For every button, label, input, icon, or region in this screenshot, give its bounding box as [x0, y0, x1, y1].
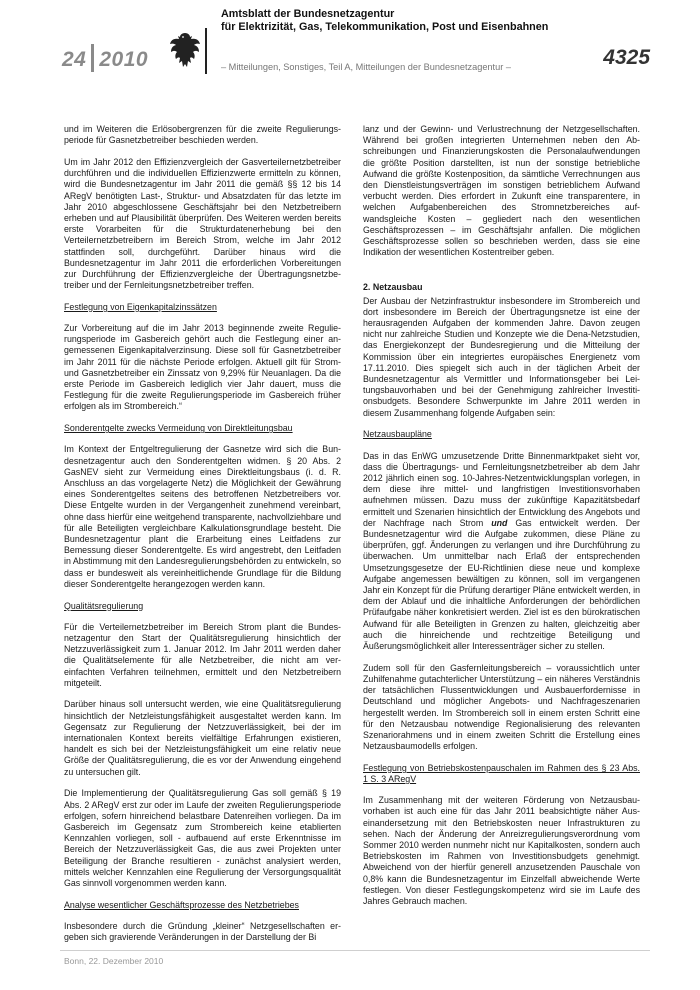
paragraph-text: Das in das EnWG umzusetzende Dritte Binnenmarktpaket sieht vor, dass die Übertragungs- und Fernleitungsnetzbetreiber ab dem Jahr 2012 jährlich einen sog. 10-Jahres-Netzentwicklungsplan vorlegen, in dem diese ihre mittel- und langfristigen Investitionsvorhaben aufnehmen müssen. Dazu muss der zukünftige Kapazitätsbedarf ermittelt und Szenarien hinsichtlich der Entwicklung des Angebots und der Nachfrage nach Strom — [363, 450, 640, 528]
paragraph: Um im Jahr 2012 den Effizienzvergleich der Gasverteilernetzbetreiber durchführen und die individuellen Effizienzwerte ermitteln zu können, wird die Bundesnetzagentur im Jahr 2011 die gemäß §§ 12 bis 14 ARegV benötigten Last-, Struktur- und Absatzdaten für das letzte im Jahr 2010 abgeschlossene Geschäftsjahr bei den Netzbetreibern erheben und auf Plausibilität überprüfen. Des Weiteren werden bereits erste Vorarbeiten für die Strukturdatenerhebung bei den Verteilernetzbetreibern im Bereich Strom, welche im Jahr 2012 stattfinden soll, durchgeführt. Darüber hinaus wird die Bundesnetzagentur im Jahr 2011 die erforderlichen Vorbereitungen zur Durchführung der Effizienzvergleiche der Übertragungsnetzbetreiber und der Fernleitungsnetzbetreiber treffen. — [64, 156, 341, 291]
paragraph: Für die Verteilernetzbetreiber im Bereich Strom plant die Bundesnetzagentur den Start der Qualitätsregulierung hinsichtlich der Netzzuverlässigkeit zum 1. Januar 2012. Im Jahr 2011 werden daher die Qualitätselemente für alle Netzbetreiber, die nicht am vereinfachten Verfahren teilnehmen, ermittelt und den Netzbetreibern mitgeteilt. — [64, 621, 341, 688]
footer-date: Bonn, 22. Dezember 2010 — [64, 956, 164, 966]
paragraph: Im Zusammenhang mit der weiteren Förderung von Netzausbauvorhaben ist auch eine für das Jahr 2011 beabsichtigte näher Auseinandersetzung mit den Betriebskosten neuer Infrastrukturen zu sehen. Nach der Änderung der Anreizregulierungsverordnung vom Sommer 2010 werden nunmehr nicht nur Kapitalkosten, sondern auch Betriebskosten im Rahmen von Investitionsbudgets genehmigt. Abweichend von der hierfür generell anzusetzenden Pauschale von 0,8% kann die Bundesnetzagentur im Einzelfall abweichende Werte festlegen. Von dieser Festlegungskompetenz wird sie im Laufe des Jahres Gebrauch machen. — [363, 795, 640, 907]
paragraph: Darüber hinaus soll untersucht werden, wie eine Qualitätsregulierung hinsichtlich der Netzleistungsfähigkeit ausgestaltet werden kann. Im Gegensatz zur Regulierung der Netzzuverlässigkeit, bei der im internationalen Kontext bereits vielfältige Erfahrungen existieren, handelt es sich bei der Netzleistungsfähigkeit um eine relativ neue Größe der Qualitätsregulierung, die es vor der Anwendung eingehend zu untersuchen gilt. — [64, 699, 341, 777]
section-heading: Analyse wesentlicher Geschäftsprozesse des Netzbetriebes — [64, 899, 299, 910]
federal-eagle-icon — [168, 30, 202, 70]
paragraph: Im Kontext der Entgeltregulierung der Gasnetze wird sich die Bundesnetzagentur auch den Sonderentgelten widmen. § 20 Abs. 2 GasNEV sieht zur Vermeidung eines Direktleitungsbaus (i. d. R. Anschluss an das vorgelagerte Netz) die Möglichkeit der Gewährung eines Sonderentgeltes seitens des betroffenen Netzbetreibers vor. Diese Entgelte wurden in der Vergangenheit zunehmend vereinbart, ohne dass hierfür eine weitgehend transparente, nachvollziehbare und für alle Beteiligten vergleichbare Kalkulationsgrundlage besteht. Die Bundesnetzagentur plant die Erarbeitung eines Leitfadens zur Bemessung dieser Sonderentgelte. Es wird angestrebt, den Leitfaden in Abstimmung mit den Landesregulierungsbehörden zu entwickeln, so dass er bundesweit als vereinheitlichende Grundlage für die Bildung dieser Sonderentgelte herangezogen werden kann. — [64, 444, 341, 589]
issue-label — [62, 44, 148, 72]
journal-title-line2: für Elektrizität, Gas, Telekommunikation, Post und Eisenbahnen — [221, 21, 549, 33]
paragraph: lanz und der Gewinn- und Verlustrechnung der Netzgesellschaften. Während bei großen integrierten Unternehmen neben den Abschreibungen und Finanzierungskosten die Personalaufwendungen die größte Position darstellten, ist nun der sonstige betriebliche Aufwand die größte Kostenposition, da sämtliche Verrechnungen aus den Dienstleistungsverträgen im sonstigen betrieblichem Aufwand verbucht werden. Dies erfordert in Zukunft eine transparentere, in welchen Aufgabenbereichen des Stromnetzbereiches aufwandsgleiche Kosten – gegliedert nach den wesentlichen Geschäftsprozessen – im Geschäftsjahr anfallen. Die möglichen Geschäftsprozesse sollen so beschrieben werden, dass sie eine Indikation der wesentlichen Kostentreiber geben. — [363, 124, 640, 258]
section-heading: Qualitätsregulierung — [64, 600, 144, 611]
paragraph: Insbesondere durch die Gründung „kleiner“ Netzgesellschaften ergeben sich gravierende Veränderungen in der Darstellung der Bi — [64, 920, 341, 943]
section-heading: Netzausbaupläne — [363, 429, 432, 440]
issue-divider — [91, 44, 94, 72]
paragraph: Zudem soll für den Gasfernleitungsbereich – voraussichtlich unter Zuhilfenahme gutachterlicher Unterstützung – ein näheres Verständnis der tatsächlichen Flussentwicklungen und Ausbauerfordernisse in Deutschland und möglicher Angebots- und Nachfrageszenarien hergestellt werden. Im Strombereich soll in einem ersten Schritt eine für den Netzausbau notwendige Regionalisierung des relevanten Szenariorahmens und in einem zweiten Schritt die Erstellung eines Netzausbaumodells erfolgen. — [363, 662, 640, 752]
paragraph: Der Ausbau der Netzinfrastruktur insbesondere im Strombereich und dort insbesondere im Bereich der Übertragungsnetze ist eine der herausragenden Aufgaben der kommenden Jahre. Davon zeugen nicht nur zahlreiche Studien und Konzepte wie die Dena-Netzstudien, das Energiekonzept der Bundesregierung und die Mitteilung der Kommission über ein integriertes europäisches Energienetz vom 17.11.2010. Dies spiegelt sich auch in der täglichen Arbeit der Bundesnetzagentur als Vermittler und Informationsgeber bei Leitungsbauvorhaben und bei der Genehmigung zahlreicher Investitionsbudgets. Besondere Schwerpunkte im Jahre 2011 werden in diesem Zusammenhang folgende Aufgaben sein: — [363, 295, 640, 418]
emphasized-word: und — [491, 517, 508, 528]
paragraph: und im Weiteren die Erlösobergrenzen für die zweite Regulierungsperiode für Gasnetzbetreiber beschieden werden. — [64, 124, 341, 146]
paragraph: Zur Vorbereitung auf die im Jahr 2013 beginnende zweite Regulierungsperiode im Gasbereich gehört auch die Festlegung einer angemessenen Eigenkapitalverzinsung. Diese soll für Gasnetzbetreiber im Jahr 2011 für die nächste Periode erfolgen. Aktuell gilt für Strom- und Gasnetzbetreiber ein Zinssatz von 9,29% für Neuanlagen. Da die erste Periode im Gasbereich lediglich vier Jahr dauert, muss die Festlegung für die zweite Regulierungsperiode im Gasbereich früher erfolgen als im Strombereich.“ — [64, 323, 341, 412]
header-divider — [205, 28, 207, 74]
left-column — [64, 124, 341, 954]
paragraph-text: Gas entwickelt werden. Der Bundesnetzagentur wird die Aufgabe zukommen, diese Pläne zu überprüfen, ggf. Änderungen zu verlangen und ihre Durchführung zu überwachen. Um unmittelbar nach Erlaß der entsprechenden Umsetzungsgesetze der EU-Richtlinien diese neue und komplexe Aufgabe angemessen bewältigen zu können, soll im vergangenen Jahr ein Konzept für die Prüfung derartiger Pläne entwickelt werden, in dem der Ablauf und die inhaltliche Anforderungen der behördlichen Prüfaufgabe näher konkretisiert werden. Ziel ist es den bürokratischen Aufwand für alle Beteiligten in Grenzen zu halten, gleichzeitig aber auch die hinreichende und rechtzeitige Beteiligung und Äußerungsmöglichkeit aller Interessenträger sicher zu stellen. — [363, 517, 640, 652]
right-column — [363, 124, 640, 918]
page-number: 4325 — [603, 46, 650, 69]
journal-title-line1: Amtsblatt der Bundesnetzagentur — [221, 8, 395, 20]
paragraph: Die Implementierung der Qualitätsregulierung Gas soll gemäß § 19 Abs. 2 ARegV erst zur oder im Laufe der zweiten Regulierungsperiode erfolgen, sofern hinreichend belastbare Datenreihen vorliegen. Da im Gasbereich im Gegensatz zum Strombereich keine etablierten Kennzahlen vorliegen, soll - aufbauend auf erste Erkenntnisse im Bereich der Netzzuverlässigkeit Gas, die aus zwei Projekten unter Beteiligung der Branche resultieren - zunächst analysiert werden, mittels welcher Kennzahlen eine Regulierung der Versorgungsqualität Gas sinnvoll vorgenommen werden kann. — [64, 788, 341, 888]
footer-rule — [60, 950, 650, 951]
section-heading: Festlegung von Betriebskostenpauschalen im Rahmen des § 23 Abs. 1 S. 3 ARegV — [363, 762, 640, 785]
paragraph — [363, 451, 640, 653]
journal-title — [221, 8, 561, 34]
section-heading: Sonderentgelte zwecks Vermeidung von Direktleitungsbau — [64, 423, 293, 434]
chapter-heading: 2. Netzausbau — [363, 282, 423, 293]
section-subtitle: – Mitteilungen, Sonstiges, Teil A, Mitteilungen der Bundesnetzagentur – — [221, 62, 511, 72]
issue-year: 2010 — [99, 48, 149, 71]
section-heading: Festlegung von Eigenkapitalzinssätzen — [64, 301, 217, 312]
issue-number: 24 — [62, 48, 87, 71]
